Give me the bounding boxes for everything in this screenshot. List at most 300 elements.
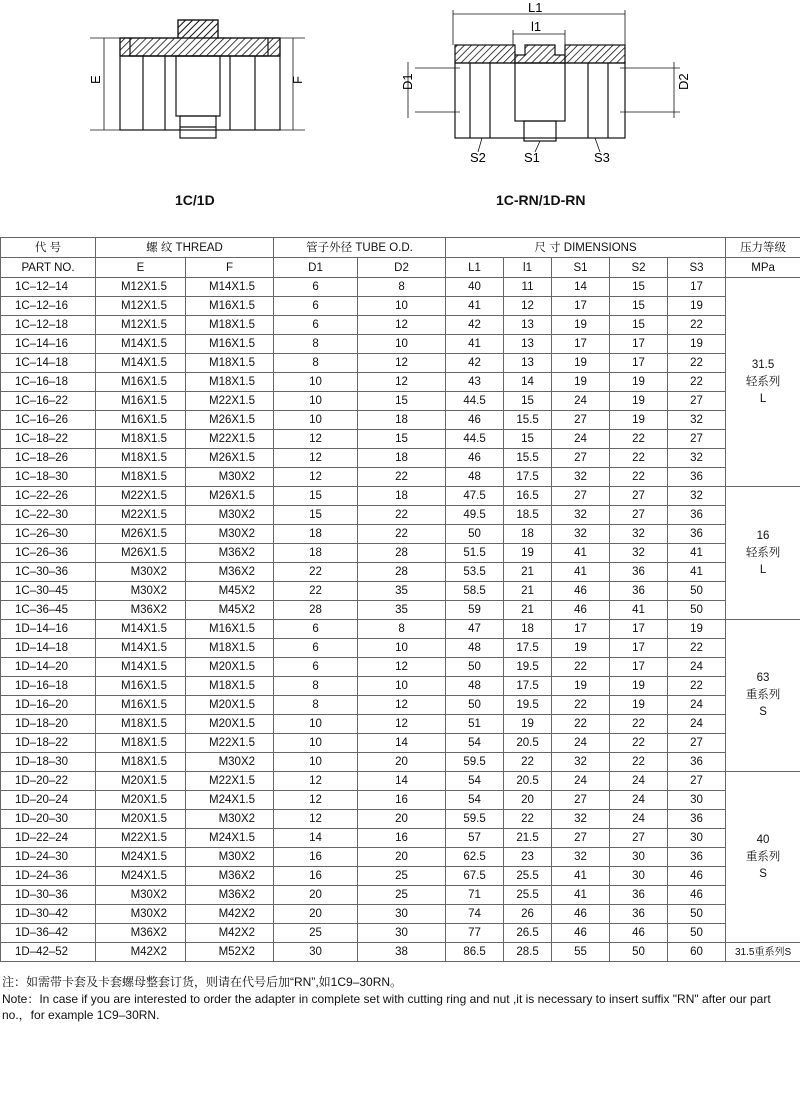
table-cell: 8 (274, 677, 358, 696)
table-cell: 32 (552, 468, 610, 487)
table-cell: 32 (668, 487, 726, 506)
table-cell: M45X2 (186, 601, 274, 620)
part-no-cell: 1D–18–20 (1, 715, 96, 734)
table-cell: 12 (274, 772, 358, 791)
part-no-cell: 1C–36–45 (1, 601, 96, 620)
table-cell: 27 (610, 829, 668, 848)
table-cell: 14 (504, 373, 552, 392)
table-cell: 14 (358, 772, 446, 791)
table-row (1, 506, 800, 525)
part-no-cell: 1C–26–36 (1, 544, 96, 563)
table-cell: 41 (552, 544, 610, 563)
table-row (1, 297, 800, 316)
table-cell: 24 (552, 772, 610, 791)
table-cell: M26X1.5 (96, 544, 186, 563)
pressure-series: 轻系列 (745, 546, 781, 559)
table-cell: M18X1.5 (96, 449, 186, 468)
table-cell: 21 (504, 563, 552, 582)
table-cell: M52X2 (186, 943, 274, 962)
table-cell: 13 (504, 335, 552, 354)
part-no-cell: 1D–20–22 (1, 772, 96, 791)
table-row (1, 278, 800, 297)
table-cell: M36X2 (96, 924, 186, 943)
table-cell: 30 (610, 848, 668, 867)
header-sub: S2 (610, 258, 668, 278)
table-cell: M20X1.5 (96, 810, 186, 829)
table-cell: 24 (668, 658, 726, 677)
table-cell: 48 (446, 468, 504, 487)
table-row (1, 810, 800, 829)
table-cell: 67.5 (446, 867, 504, 886)
table-cell: 46 (552, 924, 610, 943)
table-cell: 27 (552, 829, 610, 848)
table-cell: M18X1.5 (96, 734, 186, 753)
label-d2: D2 (676, 73, 691, 90)
header-dimensions: 尺 寸 DIMENSIONS (446, 238, 726, 258)
header-sub: S1 (552, 258, 610, 278)
table-cell: M30X2 (96, 905, 186, 924)
table-cell: 6 (274, 297, 358, 316)
table-cell: 8 (274, 335, 358, 354)
table-cell: 36 (610, 563, 668, 582)
table-cell: 74 (446, 905, 504, 924)
table-row (1, 639, 800, 658)
table-cell: 20 (274, 905, 358, 924)
table-cell: 13 (504, 316, 552, 335)
table-cell: 12 (274, 791, 358, 810)
header-sub: l1 (504, 258, 552, 278)
table-cell: M16X1.5 (96, 373, 186, 392)
table-cell: 46 (668, 886, 726, 905)
table-cell: 22 (610, 753, 668, 772)
part-no-cell: 1C–16–26 (1, 411, 96, 430)
table-cell: 44.5 (446, 392, 504, 411)
table-cell: M20X1.5 (96, 791, 186, 810)
part-no-cell: 1D–30–42 (1, 905, 96, 924)
table-cell: 46 (446, 411, 504, 430)
table-cell: M16X1.5 (96, 677, 186, 696)
table-cell: 30 (358, 924, 446, 943)
table-cell: M18X1.5 (186, 316, 274, 335)
table-cell: 36 (668, 506, 726, 525)
table-cell: 27 (552, 449, 610, 468)
table-cell: 20 (274, 886, 358, 905)
table-row (1, 563, 800, 582)
table-cell: 17 (610, 354, 668, 373)
table-row (1, 734, 800, 753)
table-cell: 23 (504, 848, 552, 867)
table-cell: 46 (446, 449, 504, 468)
table-row (1, 487, 800, 506)
part-no-cell: 1D–18–30 (1, 753, 96, 772)
table-cell: M30X2 (96, 582, 186, 601)
table-cell: 17 (552, 335, 610, 354)
table-cell: M24X1.5 (186, 791, 274, 810)
table-cell: 26.5 (504, 924, 552, 943)
table-cell: 41 (446, 297, 504, 316)
table-cell: 19 (610, 392, 668, 411)
table-cell: 27 (552, 487, 610, 506)
table-cell: 6 (274, 278, 358, 297)
table-cell: 19 (668, 335, 726, 354)
table-cell: 46 (610, 924, 668, 943)
table-row (1, 753, 800, 772)
table-cell: M24X1.5 (96, 848, 186, 867)
part-no-cell: 1D–42–52 (1, 943, 96, 962)
fitting-drawing-1c1d (90, 20, 305, 138)
table-cell: 32 (668, 449, 726, 468)
table-cell: 10 (274, 411, 358, 430)
table-cell: 17 (552, 297, 610, 316)
table-cell: 59 (446, 601, 504, 620)
table-cell: 20 (358, 848, 446, 867)
table-cell: M30X2 (186, 506, 274, 525)
table-cell: 6 (274, 639, 358, 658)
table-cell: 36 (610, 582, 668, 601)
table-cell: 15 (610, 297, 668, 316)
table-cell: 32 (610, 525, 668, 544)
part-no-cell: 1C–30–36 (1, 563, 96, 582)
table-cell: M18X1.5 (186, 639, 274, 658)
table-cell: 25.5 (504, 886, 552, 905)
table-cell: 12 (274, 810, 358, 829)
table-cell: M18X1.5 (186, 354, 274, 373)
table-row (1, 335, 800, 354)
table-row (1, 620, 800, 639)
table-cell: 50 (446, 696, 504, 715)
header-code-en: PART NO. (1, 258, 96, 278)
table-cell: 12 (274, 468, 358, 487)
table-cell: M14X1.5 (186, 278, 274, 297)
table-cell: 19 (668, 297, 726, 316)
table-cell: 22 (274, 582, 358, 601)
table-cell: 15 (358, 430, 446, 449)
table-row (1, 677, 800, 696)
table-cell: M30X2 (186, 753, 274, 772)
table-cell: 35 (358, 582, 446, 601)
table-cell: M18X1.5 (96, 430, 186, 449)
table-cell: 19 (668, 620, 726, 639)
part-no-cell: 1D–24–36 (1, 867, 96, 886)
pressure-pressure: 63 (756, 672, 770, 684)
table-cell: 18 (504, 620, 552, 639)
table-cell: 19.5 (504, 658, 552, 677)
table-cell: 17 (552, 620, 610, 639)
table-cell: 12 (504, 297, 552, 316)
table-row (1, 715, 800, 734)
table-cell: 15 (274, 487, 358, 506)
pressure-letter: L (759, 392, 767, 405)
pressure-series: 重系列 (745, 689, 781, 701)
table-cell: 48 (446, 639, 504, 658)
table-cell: 24 (552, 734, 610, 753)
note-english: Note：In case if you are interested to order the adapter in complete set with cutting ring and nut ,it is necessary to insert suffix "RN" after our part no.，for example 1C9–30RN. (2, 992, 771, 1022)
header-sub: F (186, 258, 274, 278)
table-row (1, 430, 800, 449)
table-cell: 22 (358, 506, 446, 525)
table-cell: 41 (552, 886, 610, 905)
pressure-class-cell (726, 620, 800, 772)
table-cell: 24 (668, 696, 726, 715)
table-cell: 12 (358, 316, 446, 335)
caption-1c1d: 1C/1D (175, 192, 215, 208)
table-row (1, 658, 800, 677)
table-cell: M12X1.5 (96, 297, 186, 316)
table-cell: M26X1.5 (186, 411, 274, 430)
table-row (1, 829, 800, 848)
table-cell: 50 (668, 601, 726, 620)
table-cell: 36 (668, 810, 726, 829)
pressure-letter: L (759, 563, 767, 576)
pressure-class-cell (726, 943, 800, 962)
table-cell: M16X1.5 (186, 620, 274, 639)
table-cell: M18X1.5 (186, 373, 274, 392)
table-cell: 15 (504, 392, 552, 411)
table-cell: 15 (358, 392, 446, 411)
table-cell: M45X2 (186, 582, 274, 601)
table-row (1, 867, 800, 886)
table-cell: 22 (610, 734, 668, 753)
table-cell: 43 (446, 373, 504, 392)
table-cell: 26 (504, 905, 552, 924)
label-s1: S1 (524, 150, 540, 165)
table-row (1, 791, 800, 810)
table-cell: 25 (358, 886, 446, 905)
label-small-l1: l1 (531, 19, 542, 34)
label-f: F (290, 76, 305, 84)
table-cell: 46 (668, 867, 726, 886)
table-row (1, 582, 800, 601)
table-cell: 15.5 (504, 411, 552, 430)
table-cell: 12 (358, 373, 446, 392)
table-cell: M18X1.5 (96, 753, 186, 772)
table-row (1, 772, 800, 791)
table-cell: 13 (504, 354, 552, 373)
part-no-cell: 1D–20–24 (1, 791, 96, 810)
part-no-cell: 1C–14–18 (1, 354, 96, 373)
table-row (1, 468, 800, 487)
table-cell: 32 (552, 753, 610, 772)
table-cell: 20 (504, 791, 552, 810)
table-cell: 17.5 (504, 677, 552, 696)
header-tube: 管子外径 TUBE O.D. (274, 238, 446, 258)
table-cell: M18X1.5 (96, 468, 186, 487)
table-cell: 36 (668, 848, 726, 867)
table-cell: 22 (504, 753, 552, 772)
table-cell: 19 (552, 639, 610, 658)
table-cell: 22 (668, 316, 726, 335)
table-cell: 12 (358, 696, 446, 715)
table-cell: M14X1.5 (96, 335, 186, 354)
table-cell: 12 (358, 658, 446, 677)
table-cell: 20.5 (504, 772, 552, 791)
table-cell: 17 (668, 278, 726, 297)
table-cell: 27 (552, 791, 610, 810)
table-cell: 15 (274, 506, 358, 525)
part-no-cell: 1C–22–30 (1, 506, 96, 525)
table-cell: 19 (504, 544, 552, 563)
table-cell: 27 (610, 487, 668, 506)
table-cell: M22X1.5 (96, 487, 186, 506)
table-cell: 19 (610, 373, 668, 392)
fitting-drawing-1c-rn (408, 10, 680, 152)
table-cell: 22 (274, 563, 358, 582)
table-cell: 8 (274, 354, 358, 373)
table-cell: 42 (446, 354, 504, 373)
table-row (1, 316, 800, 335)
table-cell: 22 (610, 468, 668, 487)
table-cell: 19 (610, 696, 668, 715)
table-cell: 19.5 (504, 696, 552, 715)
table-cell: 22 (552, 696, 610, 715)
table-cell: 28.5 (504, 943, 552, 962)
table-cell: 22 (610, 715, 668, 734)
table-cell: 28 (358, 544, 446, 563)
table-cell: 32 (552, 848, 610, 867)
table-cell: 30 (610, 867, 668, 886)
table-cell: 54 (446, 791, 504, 810)
table-cell: 41 (668, 563, 726, 582)
part-no-cell: 1D–24–30 (1, 848, 96, 867)
table-cell: 19 (552, 354, 610, 373)
table-cell: M26X1.5 (186, 487, 274, 506)
table-cell: M30X2 (186, 468, 274, 487)
table-cell: 17.5 (504, 468, 552, 487)
table-cell: 40 (446, 278, 504, 297)
table-cell: 58.5 (446, 582, 504, 601)
table-cell: M16X1.5 (96, 411, 186, 430)
table-cell: 25.5 (504, 867, 552, 886)
table-cell: M18X1.5 (186, 677, 274, 696)
pressure-series: 轻系列 (745, 375, 781, 388)
table-cell: M42X2 (186, 905, 274, 924)
table-cell: 41 (610, 601, 668, 620)
table-cell: M36X2 (186, 867, 274, 886)
table-cell: 42 (446, 316, 504, 335)
table-cell: 8 (358, 278, 446, 297)
table-cell: M36X2 (186, 886, 274, 905)
label-s2: S2 (470, 150, 486, 165)
header-thread: 螺 纹 THREAD (96, 238, 274, 258)
table-cell: 48 (446, 677, 504, 696)
table-cell: 25 (358, 867, 446, 886)
part-no-cell: 1C–12–14 (1, 278, 96, 297)
table-cell: 59.5 (446, 753, 504, 772)
table-cell: 12 (274, 449, 358, 468)
table-cell: 47.5 (446, 487, 504, 506)
pressure-pressure: 31.5重系列S (734, 946, 792, 958)
header-sub: L1 (446, 258, 504, 278)
table-cell: M30X2 (186, 848, 274, 867)
table-cell: 36 (668, 525, 726, 544)
part-no-cell: 1D–36–42 (1, 924, 96, 943)
table-cell: 22 (610, 430, 668, 449)
table-cell: M14X1.5 (96, 658, 186, 677)
table-cell: M30X2 (96, 886, 186, 905)
table-cell: 50 (610, 943, 668, 962)
table-row (1, 525, 800, 544)
table-cell: 18 (358, 411, 446, 430)
table-cell: M16X1.5 (186, 335, 274, 354)
table-cell: 12 (274, 430, 358, 449)
table-cell: 62.5 (446, 848, 504, 867)
label-l1: L1 (528, 0, 543, 15)
table-cell: 19 (610, 411, 668, 430)
table-cell: 18 (358, 449, 446, 468)
table-cell: 50 (446, 658, 504, 677)
table-cell: 22 (504, 810, 552, 829)
header-sub: S3 (668, 258, 726, 278)
table-cell: 18 (504, 525, 552, 544)
part-no-cell: 1C–16–18 (1, 373, 96, 392)
table-cell: 15.5 (504, 449, 552, 468)
note-chinese: 注：如需带卡套及卡套螺母整套订货，则请在代号后加“RN”,如1C9–30RN。 (2, 975, 403, 989)
part-no-cell: 1C–18–30 (1, 468, 96, 487)
table-cell: 14 (274, 829, 358, 848)
table-cell: 28 (274, 601, 358, 620)
table-cell: 20 (358, 753, 446, 772)
pressure-class-cell (726, 487, 800, 620)
table-cell: 55 (552, 943, 610, 962)
part-no-cell: 1C–30–45 (1, 582, 96, 601)
table-cell: M20X1.5 (186, 715, 274, 734)
table-cell: 46 (552, 905, 610, 924)
table-cell: 21 (504, 601, 552, 620)
table-cell: M16X1.5 (186, 297, 274, 316)
table-cell: 18 (274, 525, 358, 544)
table-cell: 12 (358, 715, 446, 734)
table-cell: M22X1.5 (186, 772, 274, 791)
table-cell: 17 (610, 335, 668, 354)
table-cell: 17 (610, 639, 668, 658)
table-cell: M22X1.5 (96, 506, 186, 525)
header-sub: D1 (274, 258, 358, 278)
table-cell: 19 (552, 677, 610, 696)
table-cell: 22 (358, 468, 446, 487)
header-pressure-unit: MPa (726, 258, 800, 278)
table-cell: 49.5 (446, 506, 504, 525)
table-cell: M30X2 (186, 810, 274, 829)
table-cell: 27 (668, 772, 726, 791)
table-cell: 10 (358, 677, 446, 696)
table-body (1, 278, 800, 962)
table-cell: M20X1.5 (96, 772, 186, 791)
header-code-cn: 代 号 (1, 238, 96, 258)
table-cell: 44.5 (446, 430, 504, 449)
part-no-cell: 1C–12–16 (1, 297, 96, 316)
table-cell: 6 (274, 316, 358, 335)
table-cell: 27 (552, 411, 610, 430)
table-cell: 24 (552, 392, 610, 411)
header-pressure: 压力等级 (726, 238, 800, 258)
table-cell: 32 (610, 544, 668, 563)
table-cell: 32 (668, 411, 726, 430)
table-cell: 47 (446, 620, 504, 639)
table-cell: 14 (552, 278, 610, 297)
table-cell: 24 (668, 715, 726, 734)
part-no-cell: 1D–22–24 (1, 829, 96, 848)
table-cell: 86.5 (446, 943, 504, 962)
table-cell: 18 (358, 487, 446, 506)
table-cell: 51.5 (446, 544, 504, 563)
table-cell: 21.5 (504, 829, 552, 848)
table-cell: 16 (358, 829, 446, 848)
table-row (1, 373, 800, 392)
table-cell: 22 (668, 677, 726, 696)
table-cell: M22X1.5 (186, 392, 274, 411)
table-cell: 20.5 (504, 734, 552, 753)
table-cell: M36X2 (186, 544, 274, 563)
